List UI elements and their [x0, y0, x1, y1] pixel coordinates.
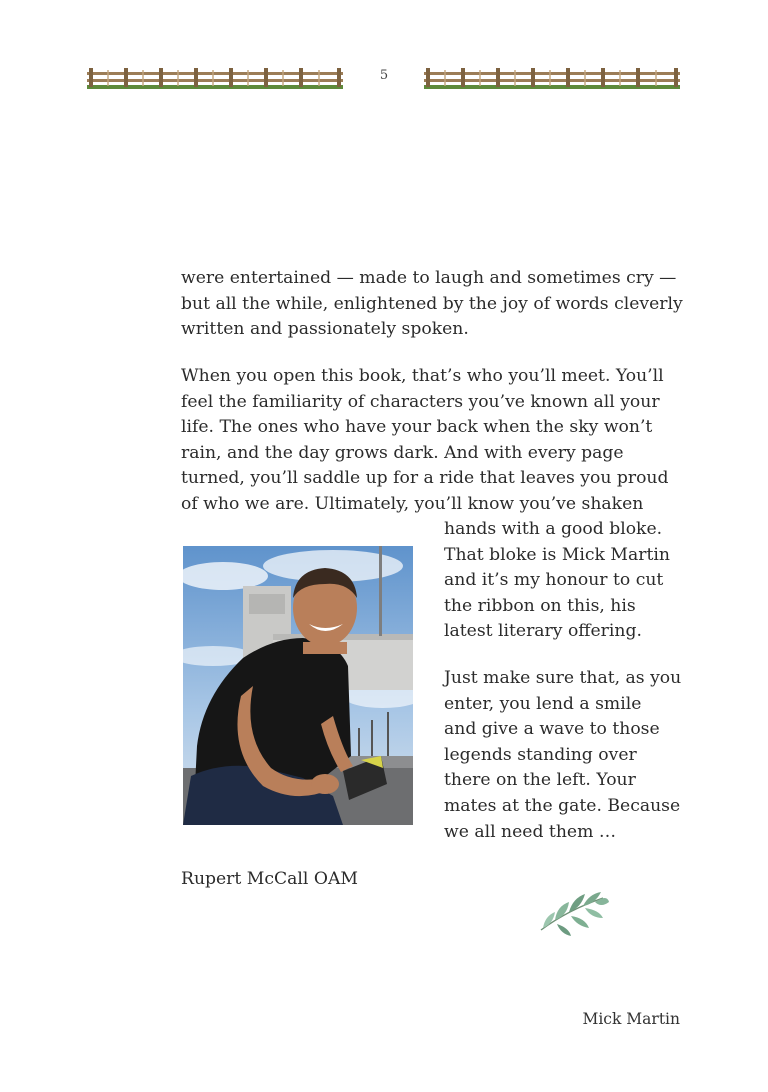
- text-line: written and passionately spoken.: [181, 319, 469, 340]
- text-line: we all need them …: [444, 821, 617, 842]
- text-line: legends standing over: [444, 744, 637, 765]
- leaf-ornament-icon: [533, 880, 611, 938]
- signature: Rupert McCall OAM: [181, 869, 358, 889]
- fence-border-left-icon: [87, 66, 343, 90]
- text-line: and it’s my honour to cut: [444, 570, 664, 591]
- text-line: Just make sure that, as you: [444, 668, 682, 688]
- text-line: When you open this book, that’s who you’ll meet. You’ll: [181, 366, 664, 386]
- text-line: enter, you lend a smile: [444, 693, 642, 714]
- text-line: of who we are. Ultimately, you’ll know you’ve shaken: [181, 493, 644, 514]
- page-number: 5: [379, 68, 389, 83]
- text-line: latest literary offering.: [444, 621, 642, 642]
- text-line: hands with a good bloke.: [444, 519, 663, 539]
- text-line: mates at the gate. Because: [444, 795, 681, 816]
- text-line: That bloke is Mick Martin: [444, 544, 670, 565]
- text-line: the ribbon on this, his: [444, 595, 636, 616]
- author-portrait-photo: [183, 546, 413, 825]
- paragraph-good-bloke: [444, 517, 670, 645]
- text-line: turned, you’ll saddle up for a ride that leaves you proud: [181, 468, 669, 489]
- text-line: feel the familiarity of characters you’ve known all your: [181, 391, 660, 412]
- text-line: and give a wave to those: [444, 719, 660, 740]
- text-line: there on the left. Your: [444, 770, 636, 791]
- footer-author-name: Mick Martin: [582, 1010, 680, 1028]
- paragraph-open-book: [181, 364, 669, 518]
- text-line: life. The ones who have your back when the sky won’t: [181, 417, 653, 438]
- text-line: but all the while, enlightened by the joy of words cleverly: [181, 293, 683, 314]
- text-line: were entertained — made to laugh and sometimes cry —: [181, 268, 677, 288]
- paragraph-intro-continuation: [181, 266, 683, 343]
- fence-border-right-icon: [424, 66, 680, 90]
- text-line: rain, and the day grows dark. And with every page: [181, 442, 624, 463]
- paragraph-mates-at-gate: [444, 666, 681, 845]
